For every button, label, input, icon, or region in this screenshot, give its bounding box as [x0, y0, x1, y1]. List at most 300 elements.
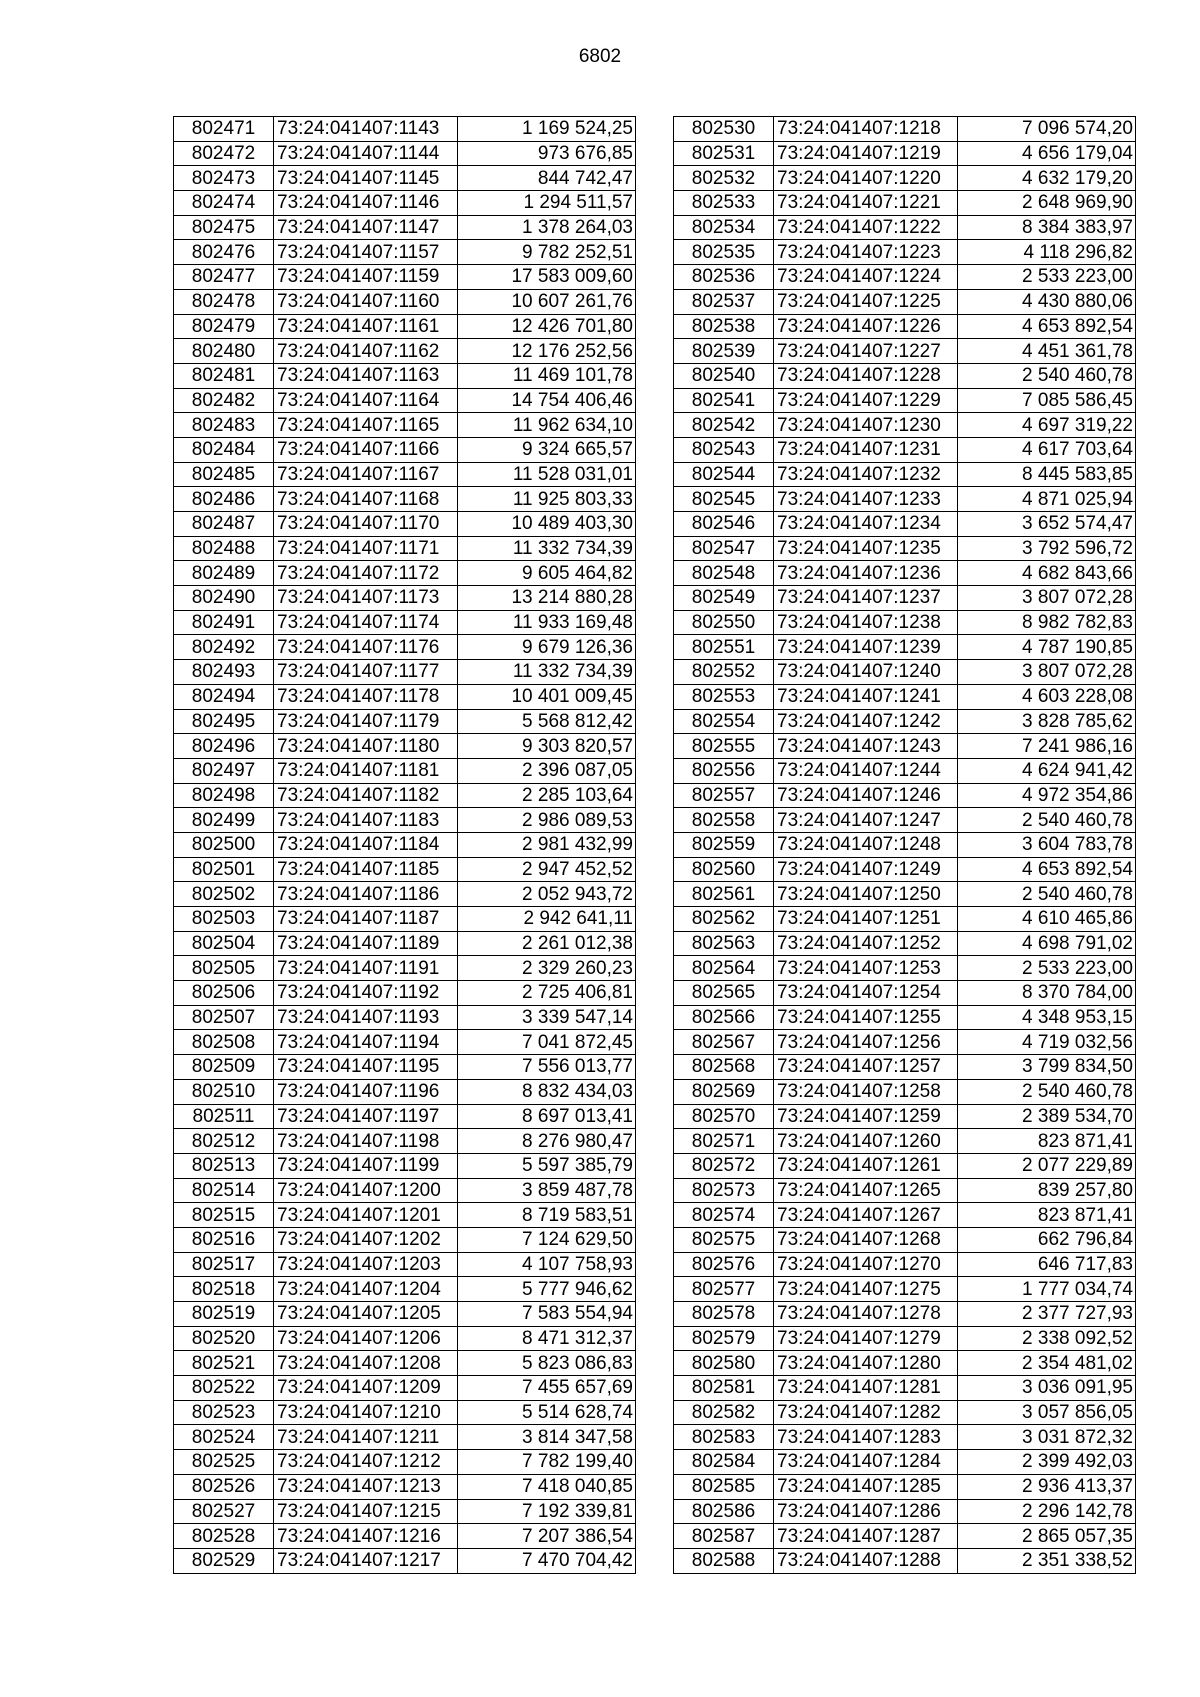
- cadastral-number: 73:24:041407:1185: [274, 857, 458, 882]
- row-number: 802563: [674, 931, 774, 956]
- cadastral-number: 73:24:041407:1205: [274, 1302, 458, 1327]
- row-number: 802539: [674, 339, 774, 364]
- table-row: [674, 1104, 1136, 1129]
- cadastral-value: 823 871,41: [958, 1129, 1136, 1154]
- row-number: 802556: [674, 758, 774, 783]
- cadastral-number: 73:24:041407:1265: [774, 1178, 958, 1203]
- cadastral-value: 7 556 013,77: [458, 1055, 636, 1080]
- row-number: 802558: [674, 808, 774, 833]
- row-number: 802497: [174, 758, 274, 783]
- table-row: [674, 289, 1136, 314]
- cadastral-value: 3 036 091,95: [958, 1376, 1136, 1401]
- cadastral-number: 73:24:041407:1231: [774, 437, 958, 462]
- cadastral-number: 73:24:041407:1160: [274, 289, 458, 314]
- table-row: [174, 215, 636, 240]
- cadastral-number: 73:24:041407:1199: [274, 1153, 458, 1178]
- cadastral-value: 662 796,84: [958, 1227, 1136, 1252]
- cadastral-value: 11 962 634,10: [458, 413, 636, 438]
- row-number: 802538: [674, 314, 774, 339]
- row-number: 802481: [174, 363, 274, 388]
- row-number: 802546: [674, 512, 774, 537]
- cadastral-value: 4 871 025,94: [958, 487, 1136, 512]
- cadastral-value: 7 782 199,40: [458, 1450, 636, 1475]
- cadastral-value: 8 697 013,41: [458, 1104, 636, 1129]
- row-number: 802559: [674, 832, 774, 857]
- cadastral-number: 73:24:041407:1211: [274, 1425, 458, 1450]
- cadastral-number: 73:24:041407:1210: [274, 1400, 458, 1425]
- cadastral-value: 10 489 403,30: [458, 512, 636, 537]
- cadastral-value: 7 124 629,50: [458, 1227, 636, 1252]
- table-row: [674, 363, 1136, 388]
- row-number: 802502: [174, 882, 274, 907]
- row-number: 802580: [674, 1351, 774, 1376]
- cadastral-number: 73:24:041407:1180: [274, 734, 458, 759]
- cadastral-value: 3 799 834,50: [958, 1055, 1136, 1080]
- cadastral-number: 73:24:041407:1200: [274, 1178, 458, 1203]
- table-row: [174, 512, 636, 537]
- cadastral-number: 73:24:041407:1157: [274, 240, 458, 265]
- row-number: 802527: [174, 1499, 274, 1524]
- table-row: [174, 1005, 636, 1030]
- table-row: [674, 1524, 1136, 1549]
- cadastral-value: 973 676,85: [458, 141, 636, 166]
- cadastral-value: 2 936 413,37: [958, 1474, 1136, 1499]
- table-row: [674, 758, 1136, 783]
- row-number: 802522: [174, 1376, 274, 1401]
- row-number: 802542: [674, 413, 774, 438]
- row-number: 802536: [674, 265, 774, 290]
- cadastral-number: 73:24:041407:1176: [274, 635, 458, 660]
- table-row: [674, 1178, 1136, 1203]
- table-row: [174, 1055, 636, 1080]
- row-number: 802560: [674, 857, 774, 882]
- row-number: 802474: [174, 191, 274, 216]
- row-number: 802491: [174, 610, 274, 635]
- table-row: [174, 413, 636, 438]
- table-row: [174, 1178, 636, 1203]
- table-row: [174, 240, 636, 265]
- cadastral-value: 9 679 126,36: [458, 635, 636, 660]
- row-number: 802567: [674, 1030, 774, 1055]
- cadastral-number: 73:24:041407:1170: [274, 512, 458, 537]
- cadastral-value: 10 401 009,45: [458, 684, 636, 709]
- table-row: [674, 882, 1136, 907]
- table-row: [674, 1376, 1136, 1401]
- row-number: 802476: [174, 240, 274, 265]
- table-row: [174, 709, 636, 734]
- cadastral-number: 73:24:041407:1193: [274, 1005, 458, 1030]
- cadastral-number: 73:24:041407:1204: [274, 1277, 458, 1302]
- cadastral-value: 2 338 092,52: [958, 1326, 1136, 1351]
- cadastral-value: 4 451 361,78: [958, 339, 1136, 364]
- cadastral-number: 73:24:041407:1256: [774, 1030, 958, 1055]
- table-row: [174, 117, 636, 142]
- row-number: 802564: [674, 956, 774, 981]
- cadastral-number: 73:24:041407:1233: [774, 487, 958, 512]
- row-number: 802473: [174, 166, 274, 191]
- cadastral-value: 2 540 460,78: [958, 882, 1136, 907]
- cadastral-number: 73:24:041407:1282: [774, 1400, 958, 1425]
- cadastral-value: 844 742,47: [458, 166, 636, 191]
- row-number: 802498: [174, 783, 274, 808]
- table-row: [674, 956, 1136, 981]
- cadastral-value: 3 031 872,32: [958, 1425, 1136, 1450]
- cadastral-value: 17 583 009,60: [458, 265, 636, 290]
- row-number: 802518: [174, 1277, 274, 1302]
- table-row: [174, 265, 636, 290]
- table-row: [674, 1302, 1136, 1327]
- table-row: [174, 363, 636, 388]
- cadastral-number: 73:24:041407:1280: [774, 1351, 958, 1376]
- cadastral-value: 2 540 460,78: [958, 808, 1136, 833]
- row-number: 802487: [174, 512, 274, 537]
- row-number: 802477: [174, 265, 274, 290]
- cadastral-value: 2 865 057,35: [958, 1524, 1136, 1549]
- row-number: 802555: [674, 734, 774, 759]
- row-number: 802534: [674, 215, 774, 240]
- cadastral-value: 2 351 338,52: [958, 1548, 1136, 1573]
- row-number: 802515: [174, 1203, 274, 1228]
- cadastral-value: 3 859 487,78: [458, 1178, 636, 1203]
- cadastral-number: 73:24:041407:1209: [274, 1376, 458, 1401]
- cadastral-value: 9 324 665,57: [458, 437, 636, 462]
- table-row: [174, 832, 636, 857]
- table-row: [674, 1499, 1136, 1524]
- table-row: [674, 240, 1136, 265]
- cadastral-number: 73:24:041407:1254: [774, 981, 958, 1006]
- cadastral-number: 73:24:041407:1195: [274, 1055, 458, 1080]
- table-row: [674, 339, 1136, 364]
- cadastral-value: 1 777 034,74: [958, 1277, 1136, 1302]
- table-row: [674, 931, 1136, 956]
- cadastral-number: 73:24:041407:1212: [274, 1450, 458, 1475]
- cadastral-value: 2 725 406,81: [458, 981, 636, 1006]
- table-row: [674, 265, 1136, 290]
- cadastral-value: 823 871,41: [958, 1203, 1136, 1228]
- cadastral-number: 73:24:041407:1186: [274, 882, 458, 907]
- cadastral-value: 2 052 943,72: [458, 882, 636, 907]
- table-row: [674, 166, 1136, 191]
- table-row: [174, 956, 636, 981]
- row-number: 802541: [674, 388, 774, 413]
- table-row: [174, 610, 636, 635]
- cadastral-value: 3 807 072,28: [958, 660, 1136, 685]
- table-row: [174, 1079, 636, 1104]
- row-number: 802512: [174, 1129, 274, 1154]
- table-row: [174, 1499, 636, 1524]
- cadastral-number: 73:24:041407:1259: [774, 1104, 958, 1129]
- row-number: 802494: [174, 684, 274, 709]
- row-number: 802528: [174, 1524, 274, 1549]
- row-number: 802540: [674, 363, 774, 388]
- table-row: [674, 314, 1136, 339]
- row-number: 802524: [174, 1425, 274, 1450]
- cadastral-value: 1 378 264,03: [458, 215, 636, 240]
- row-number: 802482: [174, 388, 274, 413]
- row-number: 802575: [674, 1227, 774, 1252]
- cadastral-value: 12 426 701,80: [458, 314, 636, 339]
- cadastral-value: 9 605 464,82: [458, 561, 636, 586]
- table-row: [174, 289, 636, 314]
- cadastral-number: 73:24:041407:1242: [774, 709, 958, 734]
- row-number: 802486: [174, 487, 274, 512]
- cadastral-value: 8 982 782,83: [958, 610, 1136, 635]
- cadastral-value: 3 792 596,72: [958, 536, 1136, 561]
- table-row: [174, 1400, 636, 1425]
- cadastral-value: 4 656 179,04: [958, 141, 1136, 166]
- table-row: [674, 1351, 1136, 1376]
- cadastral-value: 14 754 406,46: [458, 388, 636, 413]
- cadastral-number: 73:24:041407:1220: [774, 166, 958, 191]
- cadastral-number: 73:24:041407:1198: [274, 1129, 458, 1154]
- row-number: 802475: [174, 215, 274, 240]
- cadastral-number: 73:24:041407:1249: [774, 857, 958, 882]
- cadastral-value: 3 604 783,78: [958, 832, 1136, 857]
- table-row: [674, 1030, 1136, 1055]
- cadastral-value: 7 041 872,45: [458, 1030, 636, 1055]
- table-row: [674, 1203, 1136, 1228]
- table-row: [174, 1450, 636, 1475]
- cadastral-number: 73:24:041407:1192: [274, 981, 458, 1006]
- cadastral-value: 2 285 103,64: [458, 783, 636, 808]
- table-row: [174, 684, 636, 709]
- table-row: [674, 1474, 1136, 1499]
- row-number: 802587: [674, 1524, 774, 1549]
- cadastral-value: 10 607 261,76: [458, 289, 636, 314]
- table-row: [174, 586, 636, 611]
- cadastral-number: 73:24:041407:1201: [274, 1203, 458, 1228]
- cadastral-value: 7 192 339,81: [458, 1499, 636, 1524]
- cadastral-value: 2 533 223,00: [958, 956, 1136, 981]
- cadastral-value: 7 583 554,94: [458, 1302, 636, 1327]
- table-row: [674, 981, 1136, 1006]
- cadastral-number: 73:24:041407:1223: [774, 240, 958, 265]
- cadastral-value: 7 207 386,54: [458, 1524, 636, 1549]
- cadastral-value: 2 986 089,53: [458, 808, 636, 833]
- cadastral-number: 73:24:041407:1252: [774, 931, 958, 956]
- cadastral-number: 73:24:041407:1183: [274, 808, 458, 833]
- cadastral-value: 7 470 704,42: [458, 1548, 636, 1573]
- cadastral-value: 8 832 434,03: [458, 1079, 636, 1104]
- cadastral-number: 73:24:041407:1218: [774, 117, 958, 142]
- table-row: [674, 1079, 1136, 1104]
- row-number: 802557: [674, 783, 774, 808]
- row-number: 802519: [174, 1302, 274, 1327]
- cadastral-number: 73:24:041407:1208: [274, 1351, 458, 1376]
- cadastral-value: 2 077 229,89: [958, 1153, 1136, 1178]
- cadastral-value: 2 947 452,52: [458, 857, 636, 882]
- cadastral-number: 73:24:041407:1267: [774, 1203, 958, 1228]
- table-row: [174, 1376, 636, 1401]
- table-row: [174, 141, 636, 166]
- cadastral-number: 73:24:041407:1147: [274, 215, 458, 240]
- table-row: [174, 1129, 636, 1154]
- cadastral-value: 11 332 734,39: [458, 536, 636, 561]
- row-number: 802531: [674, 141, 774, 166]
- cadastral-number: 73:24:041407:1235: [774, 536, 958, 561]
- row-number: 802488: [174, 536, 274, 561]
- cadastral-value: 2 261 012,38: [458, 931, 636, 956]
- table-row: [174, 388, 636, 413]
- cadastral-value: 4 617 703,64: [958, 437, 1136, 462]
- cadastral-number: 73:24:041407:1194: [274, 1030, 458, 1055]
- table-row: [174, 1277, 636, 1302]
- row-number: 802577: [674, 1277, 774, 1302]
- cadastral-value: 11 933 169,48: [458, 610, 636, 635]
- table-row: [174, 1302, 636, 1327]
- row-number: 802562: [674, 907, 774, 932]
- cadastral-number: 73:24:041407:1189: [274, 931, 458, 956]
- cadastral-number: 73:24:041407:1227: [774, 339, 958, 364]
- cadastral-value: 4 719 032,56: [958, 1030, 1136, 1055]
- row-number: 802483: [174, 413, 274, 438]
- row-number: 802484: [174, 437, 274, 462]
- cadastral-number: 73:24:041407:1270: [774, 1252, 958, 1277]
- cadastral-number: 73:24:041407:1164: [274, 388, 458, 413]
- table-row: [174, 561, 636, 586]
- table-row: [174, 314, 636, 339]
- cadastral-value: 3 828 785,62: [958, 709, 1136, 734]
- table-row: [174, 339, 636, 364]
- cadastral-value: 8 471 312,37: [458, 1326, 636, 1351]
- cadastral-number: 73:24:041407:1173: [274, 586, 458, 611]
- table-row: [674, 561, 1136, 586]
- row-number: 802548: [674, 561, 774, 586]
- row-number: 802521: [174, 1351, 274, 1376]
- cadastral-value: 2 540 460,78: [958, 363, 1136, 388]
- cadastral-number: 73:24:041407:1181: [274, 758, 458, 783]
- cadastral-number: 73:24:041407:1279: [774, 1326, 958, 1351]
- cadastral-number: 73:24:041407:1145: [274, 166, 458, 191]
- table-row: [174, 1153, 636, 1178]
- table-row: [174, 462, 636, 487]
- cadastral-number: 73:24:041407:1248: [774, 832, 958, 857]
- table-row: [674, 1129, 1136, 1154]
- table-row: [174, 1425, 636, 1450]
- table-row: [674, 512, 1136, 537]
- table-row: [674, 117, 1136, 142]
- cadastral-value: 4 610 465,86: [958, 907, 1136, 932]
- table-row: [674, 907, 1136, 932]
- cadastral-value: 2 981 432,99: [458, 832, 636, 857]
- table-row: [674, 684, 1136, 709]
- cadastral-value: 8 276 980,47: [458, 1129, 636, 1154]
- table-row: [674, 783, 1136, 808]
- cadastral-value: 2 540 460,78: [958, 1079, 1136, 1104]
- cadastral-number: 73:24:041407:1278: [774, 1302, 958, 1327]
- cadastral-value: 2 296 142,78: [958, 1499, 1136, 1524]
- row-number: 802547: [674, 536, 774, 561]
- cadastral-number: 73:24:041407:1143: [274, 117, 458, 142]
- cadastral-number: 73:24:041407:1237: [774, 586, 958, 611]
- row-number: 802505: [174, 956, 274, 981]
- table-row: [674, 610, 1136, 635]
- cadastral-value: 7 085 586,45: [958, 388, 1136, 413]
- row-number: 802565: [674, 981, 774, 1006]
- cadastral-value: 5 597 385,79: [458, 1153, 636, 1178]
- cadastral-number: 73:24:041407:1283: [774, 1425, 958, 1450]
- cadastral-number: 73:24:041407:1240: [774, 660, 958, 685]
- cadastral-value: 4 653 892,54: [958, 857, 1136, 882]
- table-row: [174, 1203, 636, 1228]
- cadastral-number: 73:24:041407:1202: [274, 1227, 458, 1252]
- row-number: 802570: [674, 1104, 774, 1129]
- cadastral-value: 2 329 260,23: [458, 956, 636, 981]
- cadastral-value: 3 652 574,47: [958, 512, 1136, 537]
- cadastral-value: 5 777 946,62: [458, 1277, 636, 1302]
- table-row: [674, 1548, 1136, 1573]
- cadastral-value: 3 057 856,05: [958, 1400, 1136, 1425]
- row-number: 802553: [674, 684, 774, 709]
- cadastral-number: 73:24:041407:1232: [774, 462, 958, 487]
- cadastral-number: 73:24:041407:1219: [774, 141, 958, 166]
- row-number: 802566: [674, 1005, 774, 1030]
- row-number: 802550: [674, 610, 774, 635]
- table-row: [674, 191, 1136, 216]
- cadastral-value: 4 972 354,86: [958, 783, 1136, 808]
- registry-table-left: [173, 116, 636, 1574]
- row-number: 802496: [174, 734, 274, 759]
- cadastral-number: 73:24:041407:1159: [274, 265, 458, 290]
- cadastral-number: 73:24:041407:1225: [774, 289, 958, 314]
- table-row: [174, 1326, 636, 1351]
- row-number: 802513: [174, 1153, 274, 1178]
- cadastral-value: 4 118 296,82: [958, 240, 1136, 265]
- cadastral-value: 2 389 534,70: [958, 1104, 1136, 1129]
- cadastral-number: 73:24:041407:1167: [274, 462, 458, 487]
- cadastral-value: 9 782 252,51: [458, 240, 636, 265]
- table-row: [174, 783, 636, 808]
- row-number: 802504: [174, 931, 274, 956]
- cadastral-value: 8 445 583,85: [958, 462, 1136, 487]
- cadastral-number: 73:24:041407:1230: [774, 413, 958, 438]
- cadastral-value: 2 377 727,93: [958, 1302, 1136, 1327]
- row-number: 802578: [674, 1302, 774, 1327]
- table-row: [174, 660, 636, 685]
- row-number: 802525: [174, 1450, 274, 1475]
- cadastral-number: 73:24:041407:1260: [774, 1129, 958, 1154]
- cadastral-value: 2 396 087,05: [458, 758, 636, 783]
- cadastral-value: 4 682 843,66: [958, 561, 1136, 586]
- cadastral-value: 4 632 179,20: [958, 166, 1136, 191]
- cadastral-number: 73:24:041407:1226: [774, 314, 958, 339]
- row-number: 802514: [174, 1178, 274, 1203]
- cadastral-number: 73:24:041407:1172: [274, 561, 458, 586]
- cadastral-value: 5 823 086,83: [458, 1351, 636, 1376]
- cadastral-number: 73:24:041407:1196: [274, 1079, 458, 1104]
- cadastral-number: 73:24:041407:1288: [774, 1548, 958, 1573]
- table-row: [674, 141, 1136, 166]
- cadastral-value: 3 814 347,58: [458, 1425, 636, 1450]
- cadastral-number: 73:24:041407:1239: [774, 635, 958, 660]
- row-number: 802579: [674, 1326, 774, 1351]
- cadastral-number: 73:24:041407:1203: [274, 1252, 458, 1277]
- cadastral-value: 1 169 524,25: [458, 117, 636, 142]
- row-number: 802581: [674, 1376, 774, 1401]
- cadastral-value: 4 348 953,15: [958, 1005, 1136, 1030]
- cadastral-value: 3 807 072,28: [958, 586, 1136, 611]
- cadastral-number: 73:24:041407:1241: [774, 684, 958, 709]
- table-row: [674, 808, 1136, 833]
- table-row: [674, 487, 1136, 512]
- table-row: [674, 660, 1136, 685]
- cadastral-value: 8 384 383,97: [958, 215, 1136, 240]
- row-number: 802511: [174, 1104, 274, 1129]
- row-number: 802517: [174, 1252, 274, 1277]
- row-number: 802490: [174, 586, 274, 611]
- row-number: 802554: [674, 709, 774, 734]
- row-number: 802574: [674, 1203, 774, 1228]
